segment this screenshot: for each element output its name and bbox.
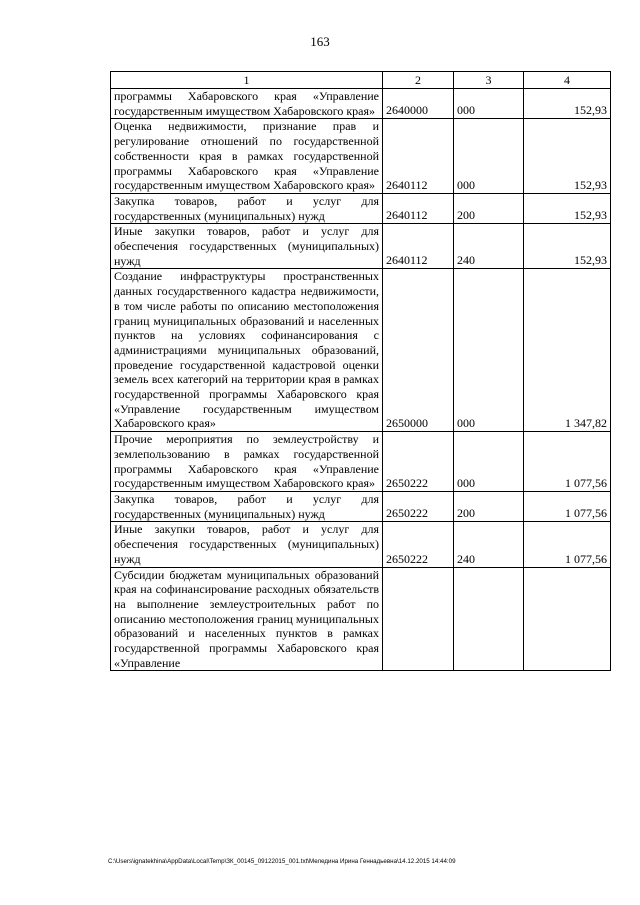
- row-type: 000: [454, 432, 524, 492]
- row-amount: 152,93: [524, 224, 611, 269]
- row-description: Прочие мероприятия по землеустройству и землепользованию в рамках государственной программы Хабаровского края «Управление государственным имуществом Хабаровского края»: [111, 432, 383, 492]
- row-code: 2650222: [383, 491, 454, 521]
- row-description: Создание инфраструктуры пространственных данных государственного кадастра недвижимости, в том числе работы по описанию местоположения границ муниципальных образований и населенных пунктов на условиях софинансирования с администрациями муниципальных образований, проведение государственной кадастровой оценки земель всех категорий на территории края в рамках государственной программы Хабаровского края «Управление государственным имуществом Хабаровского края»: [111, 269, 383, 432]
- row-description: Закупка товаров, работ и услуг для государственных (муниципальных) нужд: [111, 193, 383, 223]
- header-col-2: 2: [383, 72, 454, 89]
- row-amount: 152,93: [524, 89, 611, 119]
- row-amount: 1 347,82: [524, 269, 611, 432]
- header-col-1: 1: [111, 72, 383, 89]
- header-row: [111, 72, 611, 89]
- table-header: [111, 72, 611, 89]
- row-description: программы Хабаровского края «Управление государственным имуществом Хабаровского края»: [111, 89, 383, 119]
- row-type: 000: [454, 119, 524, 194]
- row-amount: 1 077,56: [524, 522, 611, 567]
- row-description: Субсидии бюджетам муниципальных образований края на софинансирование расходных обязательств на выполнение землеустроительных работ по описанию местоположения границ муниципальных образований и населенных пунктов в рамках государственной программы Хабаровского края «Управление: [111, 567, 383, 671]
- row-description: Иные закупки товаров, работ и услуг для обеспечения государственных (муниципальных) нужд: [111, 522, 383, 567]
- budget-table: [110, 71, 611, 671]
- row-description: Оценка недвижимости, признание прав и регулирование отношений по государственной собственности края в рамках государственной программы Хабаровского края «Управление государственным имуществом Хабаровского края»: [111, 119, 383, 194]
- row-type: 200: [454, 491, 524, 521]
- row-type: 000: [454, 269, 524, 432]
- table-body: [111, 89, 611, 671]
- row-code: [383, 567, 454, 671]
- table-row: [111, 119, 611, 194]
- page-number: 163: [310, 34, 330, 49]
- row-code: 2640112: [383, 119, 454, 194]
- row-code: 2640112: [383, 193, 454, 223]
- row-type: [454, 567, 524, 671]
- row-code: 2640112: [383, 224, 454, 269]
- row-amount: [524, 567, 611, 671]
- row-type: 200: [454, 193, 524, 223]
- row-description: Иные закупки товаров, работ и услуг для обеспечения государственных (муниципальных) нужд: [111, 224, 383, 269]
- table-row: [111, 432, 611, 492]
- row-type: 000: [454, 89, 524, 119]
- table-row: [111, 567, 611, 671]
- header-col-4: 4: [524, 72, 611, 89]
- table-row: [111, 522, 611, 567]
- row-code: 2650222: [383, 432, 454, 492]
- table-row: [111, 224, 611, 269]
- row-amount: 152,93: [524, 193, 611, 223]
- table-row: [111, 89, 611, 119]
- row-type: 240: [454, 522, 524, 567]
- row-amount: 1 077,56: [524, 491, 611, 521]
- table-row: [111, 269, 611, 432]
- table-row: [111, 491, 611, 521]
- row-type: 240: [454, 224, 524, 269]
- row-description: Закупка товаров, работ и услуг для государственных (муниципальных) нужд: [111, 491, 383, 521]
- row-code: 2650000: [383, 269, 454, 432]
- header-col-3: 3: [454, 72, 524, 89]
- row-code: 2640000: [383, 89, 454, 119]
- row-amount: 1 077,56: [524, 432, 611, 492]
- footer-file-path: C:\Users\ignatekhina\AppData\Local\Temp\ЗК_00145_09122015_001.txt\Меледина Ирина Геннадьевна\14.12.2015 14:44:09: [108, 858, 456, 865]
- row-code: 2650222: [383, 522, 454, 567]
- table-row: [111, 193, 611, 223]
- row-amount: 152,93: [524, 119, 611, 194]
